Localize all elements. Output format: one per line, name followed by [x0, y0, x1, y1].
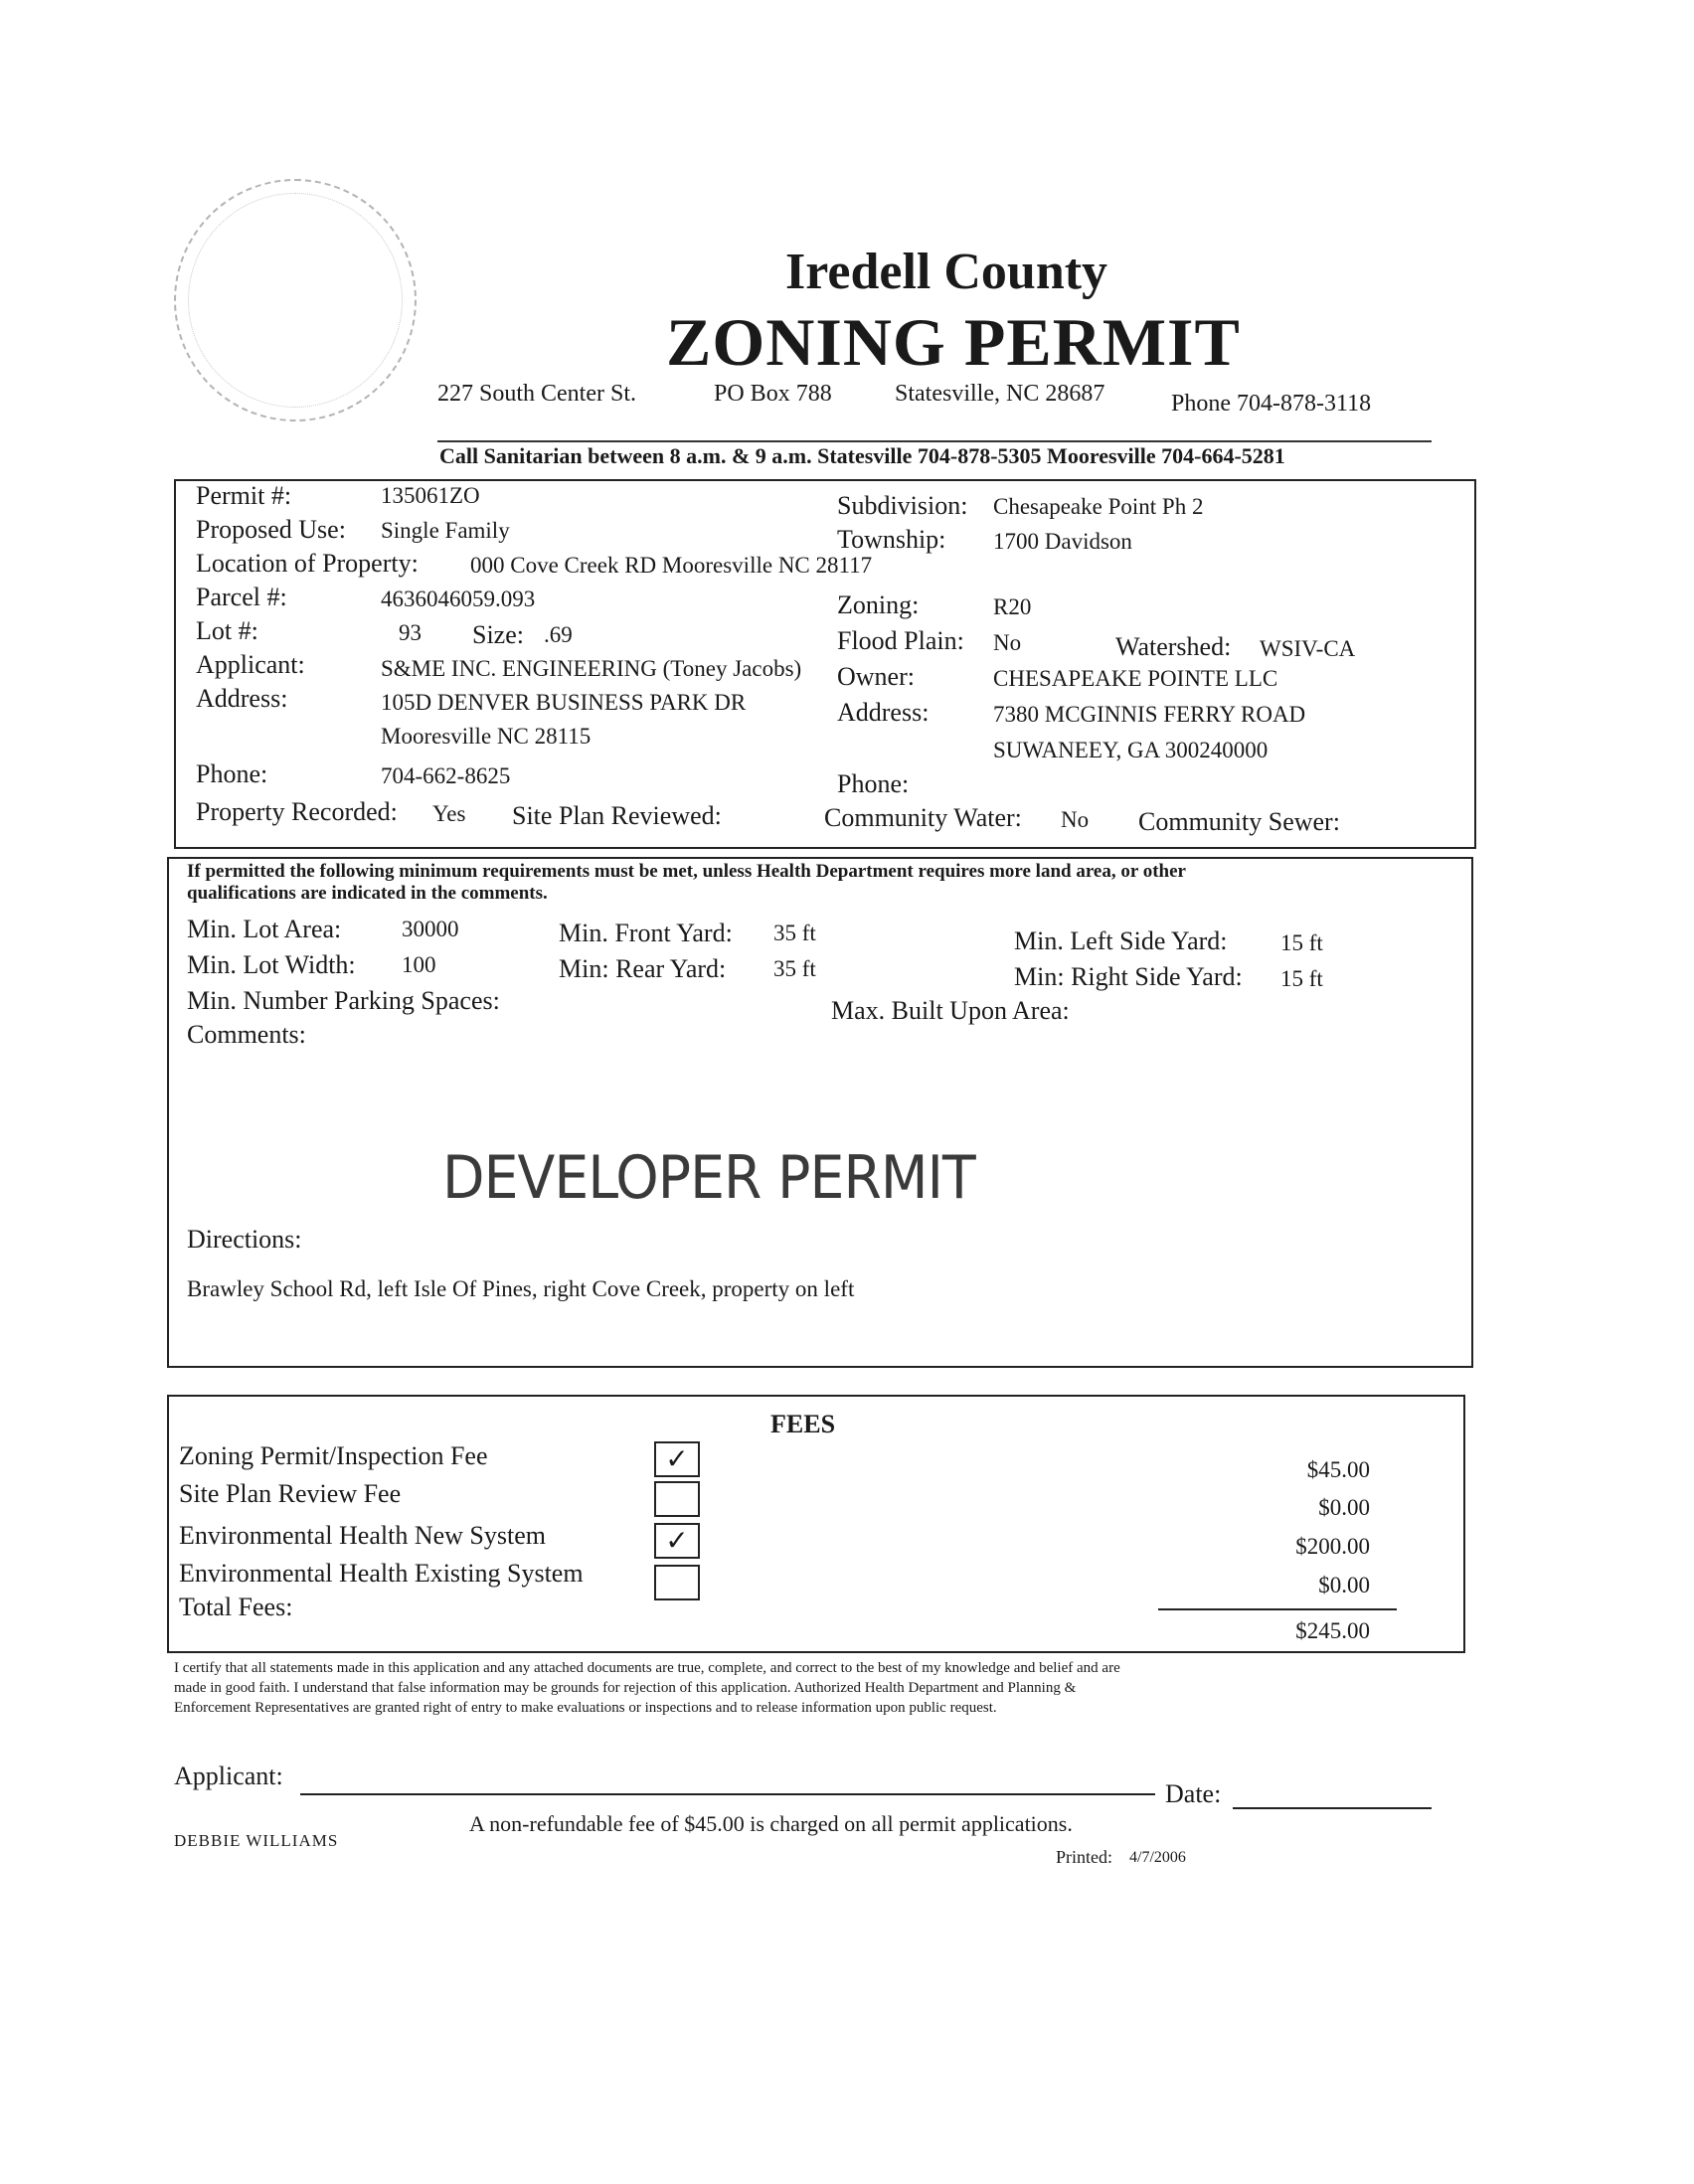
subdivision-label: Subdivision: — [837, 491, 968, 520]
community-water-value: No — [1061, 807, 1090, 832]
site-plan-reviewed-label: Site Plan Reviewed: — [512, 801, 722, 830]
certification-line-3: Enforcement Representatives are granted right of entry to make evaluations or inspections and to release information upon public request. — [174, 1700, 997, 1716]
header-po-box: PO Box 788 — [714, 381, 832, 407]
min-front-yard-value: 35 ft — [773, 921, 816, 945]
max-built-upon-area-label: Max. Built Upon Area: — [831, 996, 1070, 1025]
total-fees-label: Total Fees: — [179, 1593, 293, 1621]
document-title: ZONING PERMIT — [666, 304, 1241, 380]
property-recorded-label: Property Recorded: — [196, 797, 398, 826]
owner-label: Owner: — [837, 662, 915, 691]
county-name: Iredell County — [785, 244, 1108, 300]
proposed-use-label: Proposed Use: — [196, 515, 346, 544]
min-lot-area-label: Min. Lot Area: — [187, 915, 342, 943]
fee-checkbox-env-existing[interactable] — [654, 1565, 700, 1600]
fee-label-env-new: Environmental Health New System — [179, 1521, 546, 1550]
min-left-side-yard-label: Min. Left Side Yard: — [1014, 926, 1228, 955]
requirements-intro-2: qualifications are indicated in the comments. — [187, 883, 548, 904]
fee-checkbox-zoning[interactable]: ✓ — [654, 1441, 700, 1477]
fee-label-site-plan: Site Plan Review Fee — [179, 1479, 402, 1508]
subdivision-value: Chesapeake Point Ph 2 — [993, 494, 1204, 519]
location-label: Location of Property: — [196, 549, 419, 578]
watershed-value: WSIV-CA — [1260, 636, 1356, 661]
county-seal-image — [174, 179, 417, 421]
zoning-value: R20 — [993, 594, 1032, 619]
flood-plain-value: No — [993, 630, 1022, 655]
min-rear-yard-label: Min: Rear Yard: — [559, 954, 727, 983]
permit-info-box — [174, 479, 1476, 849]
community-water-label: Community Water: — [824, 803, 1022, 832]
size-value: .69 — [544, 622, 573, 647]
location-value: 000 Cove Creek RD Mooresville NC 28117 — [470, 553, 873, 578]
applicant-signature-line[interactable] — [300, 1793, 1155, 1795]
fee-label-zoning: Zoning Permit/Inspection Fee — [179, 1441, 488, 1470]
fee-amount-env-new: $200.00 — [1295, 1534, 1370, 1559]
lot-value: 93 — [399, 620, 422, 645]
fee-amount-env-existing: $0.00 — [1318, 1573, 1370, 1597]
applicant-signature-label: Applicant: — [174, 1762, 283, 1790]
min-left-side-yard-value: 15 ft — [1280, 930, 1323, 955]
total-fees-value: $245.00 — [1295, 1618, 1370, 1643]
permit-number-label: Permit #: — [196, 481, 292, 510]
header-divider — [437, 440, 1432, 442]
header-city: Statesville, NC 28687 — [895, 381, 1105, 407]
address-line1: 105D DENVER BUSINESS PARK DR — [381, 690, 747, 715]
requirements-intro: If permitted the following minimum requirements must be met, unless Health Department requires more land area, or other — [187, 861, 1186, 882]
requirements-box — [167, 857, 1473, 1368]
owner-phone-label: Phone: — [837, 769, 910, 798]
fee-label-env-existing: Environmental Health Existing System — [179, 1559, 584, 1588]
printed-label: Printed: — [1056, 1847, 1112, 1867]
nonrefundable-note: A non-refundable fee of $45.00 is charged on all permit applications. — [469, 1811, 1073, 1836]
clerk-name: DEBBIE WILLIAMS — [174, 1831, 339, 1850]
watershed-label: Watershed: — [1115, 632, 1232, 661]
min-lot-area-value: 30000 — [402, 917, 459, 941]
fees-title: FEES — [770, 1410, 836, 1438]
owner-address-line1: 7380 MCGINNIS FERRY ROAD — [993, 702, 1306, 727]
sanitarian-note: Call Sanitarian between 8 a.m. & 9 a.m. Statesville 704-878-5305 Mooresville 704-664-5281 — [439, 443, 1285, 468]
developer-permit-stamp: DEVELOPER PERMIT — [442, 1143, 975, 1213]
fee-amount-site-plan: $0.00 — [1318, 1495, 1370, 1520]
header-phone: Phone 704-878-3118 — [1171, 391, 1372, 417]
directions-value: Brawley School Rd, left Isle Of Pines, right Cove Creek, property on left — [187, 1276, 855, 1301]
certification-line-2: made in good faith. I understand that false information may be grounds for rejection of this application. Authorized Health Department and Planning & — [174, 1680, 1077, 1696]
community-sewer-label: Community Sewer: — [1138, 807, 1340, 836]
applicant-label: Applicant: — [196, 650, 305, 679]
printed-date: 4/7/2006 — [1129, 1849, 1186, 1866]
phone-value: 704-662-8625 — [381, 763, 511, 788]
zoning-label: Zoning: — [837, 590, 920, 619]
total-divider — [1158, 1608, 1397, 1610]
proposed-use-value: Single Family — [381, 518, 510, 543]
date-line[interactable] — [1233, 1807, 1432, 1809]
directions-label: Directions: — [187, 1225, 302, 1254]
fee-checkbox-site-plan[interactable] — [654, 1481, 700, 1517]
flood-plain-label: Flood Plain: — [837, 626, 964, 655]
min-lot-width-value: 100 — [402, 952, 436, 977]
address-line2: Mooresville NC 28115 — [381, 724, 592, 749]
min-right-side-yard-value: 15 ft — [1280, 966, 1323, 991]
date-label: Date: — [1165, 1779, 1222, 1808]
owner-address-line2: SUWANEEY, GA 300240000 — [993, 738, 1269, 762]
applicant-value: S&ME INC. ENGINEERING (Toney Jacobs) — [381, 656, 802, 681]
min-rear-yard-value: 35 ft — [773, 956, 816, 981]
header-street: 227 South Center St. — [437, 381, 637, 407]
owner-value: CHESAPEAKE POINTE LLC — [993, 666, 1278, 691]
min-front-yard-label: Min. Front Yard: — [559, 919, 733, 947]
property-recorded-value: Yes — [432, 801, 466, 826]
certification-line-1: I certify that all statements made in this application and any attached documents are true, complete, and correct to the best of my knowledge and belief and are — [174, 1660, 1120, 1676]
phone-label: Phone: — [196, 759, 268, 788]
fee-amount-zoning: $45.00 — [1306, 1457, 1370, 1482]
min-right-side-yard-label: Min: Right Side Yard: — [1014, 962, 1243, 991]
township-label: Township: — [837, 525, 946, 554]
parcel-label: Parcel #: — [196, 583, 287, 611]
owner-address-label: Address: — [837, 698, 930, 727]
township-value: 1700 Davidson — [993, 529, 1132, 554]
permit-number-value: 135061ZO — [381, 483, 480, 508]
fee-checkbox-env-new[interactable]: ✓ — [654, 1523, 700, 1559]
parcel-value: 4636046059.093 — [381, 587, 536, 611]
min-parking-spaces-label: Min. Number Parking Spaces: — [187, 986, 500, 1015]
lot-label: Lot #: — [196, 616, 258, 645]
address-label: Address: — [196, 684, 288, 713]
size-label: Size: — [472, 620, 524, 649]
min-lot-width-label: Min. Lot Width: — [187, 950, 356, 979]
comments-label: Comments: — [187, 1020, 306, 1049]
